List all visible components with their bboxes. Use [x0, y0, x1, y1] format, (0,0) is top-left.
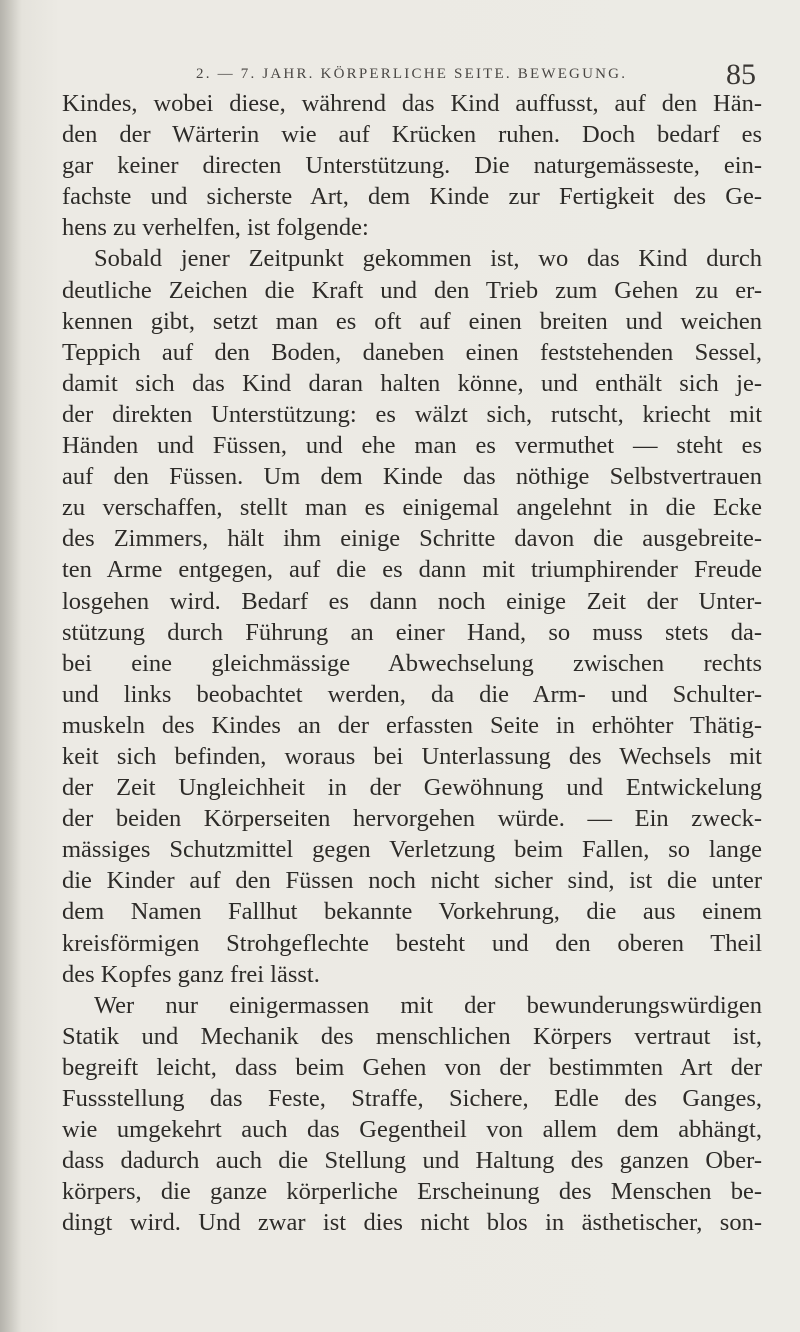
text-line: den der Wärterin wie auf Krücken ruhen. Doch bedarf es	[62, 121, 762, 149]
text-line: des Kopfes ganz frei lässt.	[62, 960, 320, 988]
text-line: deutliche Zeichen die Kraft und den Trieb zum Gehen zu er-	[62, 276, 762, 304]
text-line: wie umgekehrt auch das Gegentheil von allem dem abhängt,	[62, 1116, 762, 1144]
text-line: dass dadurch auch die Stellung und Haltung des ganzen Ober-	[62, 1147, 762, 1175]
paragraph-start-line: Wer nur einigermassen mit der bewunderungswürdigen	[94, 991, 762, 1019]
text-line: Fussstellung das Feste, Straffe, Sichere, Edle des Ganges,	[62, 1085, 762, 1112]
text-line: Kindes, wobei diese, während das Kind auffusst, auf den Hän-	[62, 90, 762, 117]
text-line: zu verschaffen, stellt man es einigemal angelehnt in die Ecke	[62, 494, 762, 522]
text-line: der beiden Körperseiten hervorgehen würde. — Ein zweck-	[62, 805, 762, 833]
text-line: muskeln des Kindes an der erfassten Seite in erhöhter Thätig-	[62, 711, 762, 739]
text-line: des Zimmers, hält ihm einige Schritte davon die ausgebreite-	[62, 525, 762, 553]
text-line: Händen und Füssen, und ehe man es vermuthet — steht es	[62, 432, 762, 460]
text-line: körpers, die ganze körperliche Erscheinung des Menschen be-	[62, 1178, 762, 1206]
text-line: dingt wird. Und zwar ist dies nicht blos in ästhetischer, son-	[62, 1209, 762, 1237]
binding-gutter-shadow	[0, 0, 22, 1332]
text-line: losgehen wird. Bedarf es dann noch einige Zeit der Unter-	[62, 587, 762, 615]
text-line: keit sich befinden, woraus bei Unterlassung des Wechsels mit	[62, 742, 762, 770]
text-line: kennen gibt, setzt man es oft auf einen breiten und weichen	[62, 307, 762, 335]
text-line: gar keiner directen Unterstützung. Die naturgemässeste, ein-	[62, 152, 762, 180]
body-text	[62, 88, 762, 1238]
text-line: dem Namen Fallhut bekannte Vorkehrung, die aus einem	[62, 898, 762, 926]
text-line: fachste und sicherste Art, dem Kinde zur Fertigkeit des Ge-	[62, 183, 762, 211]
text-line: der Zeit Ungleichheit in der Gewöhnung und Entwickelung	[62, 774, 762, 802]
text-line: auf den Füssen. Um dem Kinde das nöthige Selbstvertrauen	[62, 463, 762, 491]
text-line: Teppich auf den Boden, daneben einen feststehenden Sessel,	[62, 338, 762, 366]
text-line: hens zu verhelfen, ist folgende:	[62, 214, 369, 242]
text-line: Statik und Mechanik des menschlichen Körpers vertraut ist,	[62, 1022, 762, 1050]
running-head-title: 2. — 7. JAHR. KÖRPERLICHE SEITE. BEWEGUNG.	[196, 66, 628, 82]
paragraph-start-line: Sobald jener Zeitpunkt gekommen ist, wo das Kind durch	[94, 245, 762, 273]
text-line: und links beobachtet werden, da die Arm- und Schulter-	[62, 680, 762, 708]
text-line: der direkten Unterstützung: es wälzt sich, rutscht, kriecht mit	[62, 400, 762, 428]
text-line: damit sich das Kind daran halten könne, und enthält sich je-	[62, 369, 762, 397]
text-line: ten Arme entgegen, auf die es dann mit triumphirender Freude	[62, 556, 762, 584]
text-line: bei eine gleichmässige Abwechselung zwischen rechts	[62, 649, 762, 677]
page-number: 85	[726, 58, 756, 91]
text-line: die Kinder auf den Füssen noch nicht sicher sind, ist die unter	[62, 867, 762, 895]
text-line: kreisförmigen Strohgeflechte besteht und den oberen Theil	[62, 929, 762, 957]
text-line: mässiges Schutzmittel gegen Verletzung beim Fallen, so lange	[62, 836, 762, 864]
text-line: begreift leicht, dass beim Gehen von der bestimmten Art der	[62, 1053, 762, 1081]
text-line: stützung durch Führung an einer Hand, so muss stets da-	[62, 618, 762, 646]
